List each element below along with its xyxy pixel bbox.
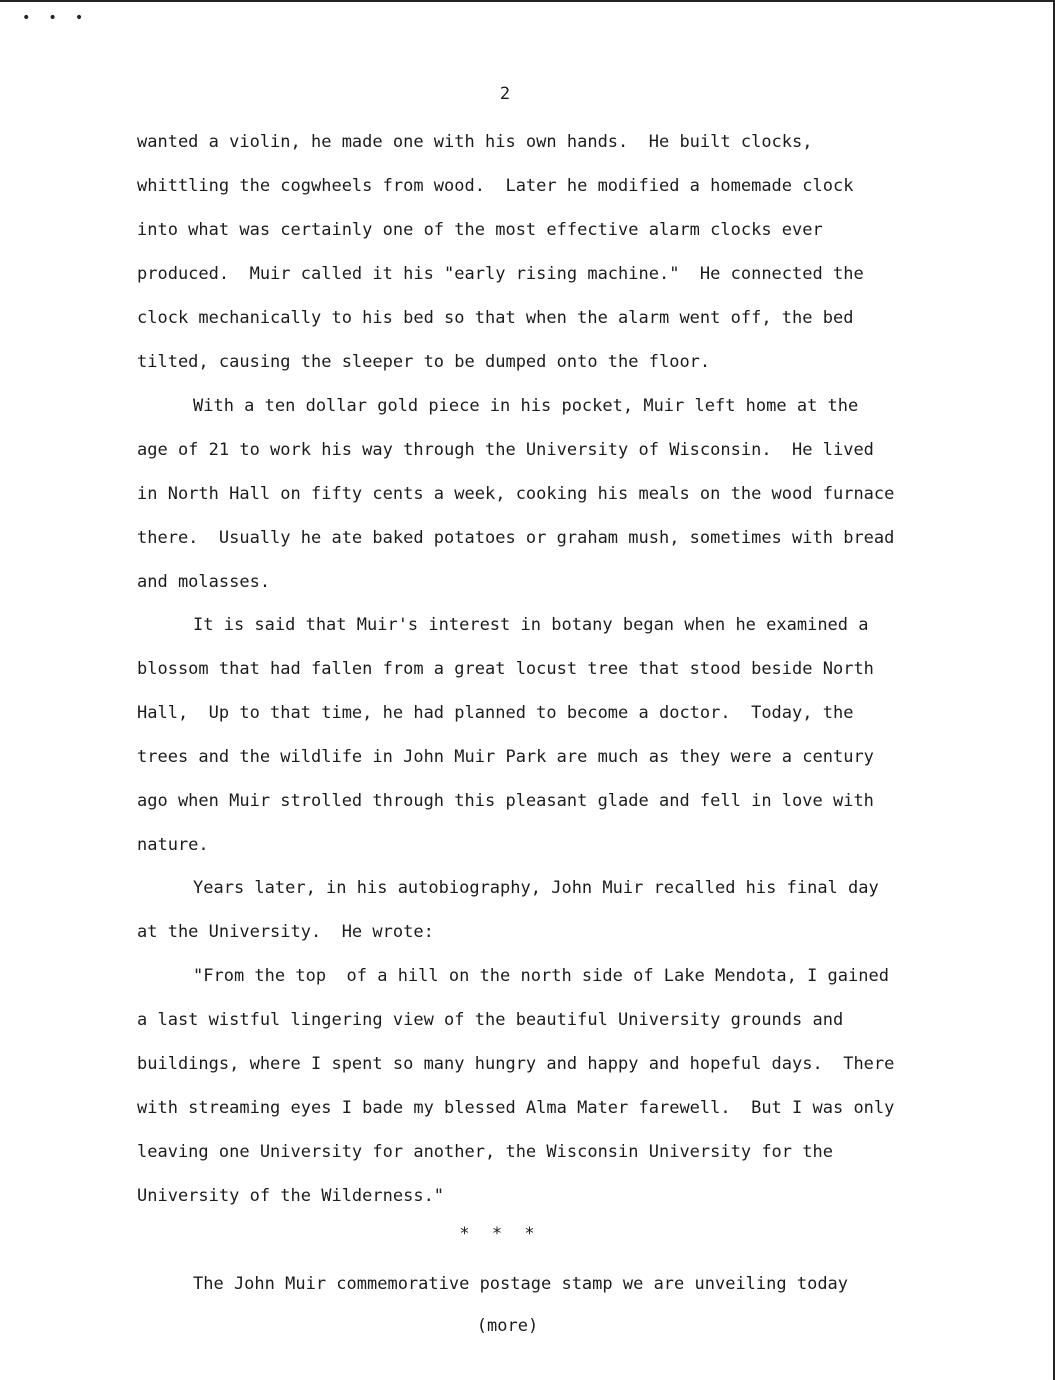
page-edge-top <box>0 0 1055 2</box>
text-line: nature. <box>137 835 209 855</box>
text-line: at the University. He wrote: <box>137 922 434 942</box>
page-number: 2 <box>499 84 511 104</box>
continued-marker: (more) <box>476 1316 539 1336</box>
text-line: tilted, causing the sleeper to be dumped onto the floor. <box>137 352 711 372</box>
text-line: produced. Muir called it his "early rising machine." He connected the <box>137 264 864 284</box>
text-line: and molasses. <box>137 572 271 592</box>
text-line: into what was certainly one of the most effective alarm clocks ever <box>137 220 823 240</box>
scan-specks: ••• <box>22 10 102 26</box>
quote-line: with streaming eyes I bade my blessed Alma Mater farewell. But I was only <box>137 1098 895 1118</box>
section-separator: * * * <box>459 1224 541 1244</box>
quote-line: University of the Wilderness." <box>137 1186 445 1206</box>
text-line: blossom that had fallen from a great locust tree that stood beside North <box>137 659 874 679</box>
text-line: age of 21 to work his way through the University of Wisconsin. He lived <box>137 440 874 460</box>
text-line: Hall, Up to that time, he had planned to become a doctor. Today, the <box>137 703 854 723</box>
quote-line: "From the top of a hill on the north side of Lake Mendota, I gained <box>193 966 889 986</box>
quote-line: a last wistful lingering view of the beautiful University grounds and <box>137 1010 844 1030</box>
quote-line: buildings, where I spent so many hungry and happy and hopeful days. There <box>137 1054 895 1074</box>
text-line: there. Usually he ate baked potatoes or graham mush, sometimes with bread <box>137 528 895 548</box>
text-line: Years later, in his autobiography, John Muir recalled his final day <box>193 878 879 898</box>
text-line: ago when Muir strolled through this pleasant glade and fell in love with <box>137 791 874 811</box>
text-line: trees and the wildlife in John Muir Park are much as they were a century <box>137 747 874 767</box>
text-line: With a ten dollar gold piece in his pocket, Muir left home at the <box>193 396 859 416</box>
text-line: in North Hall on fifty cents a week, cooking his meals on the wood furnace <box>137 484 895 504</box>
text-line: wanted a violin, he made one with his own hands. He built clocks, <box>137 132 813 152</box>
text-line: It is said that Muir's interest in botany began when he examined a <box>193 615 869 635</box>
quote-line: leaving one University for another, the Wisconsin University for the <box>137 1142 833 1162</box>
text-line: whittling the cogwheels from wood. Later he modified a homemade clock <box>137 176 854 196</box>
closing-line: The John Muir commemorative postage stamp we are unveiling today <box>193 1274 849 1294</box>
text-line: clock mechanically to his bed so that when the alarm went off, the bed <box>137 308 854 328</box>
